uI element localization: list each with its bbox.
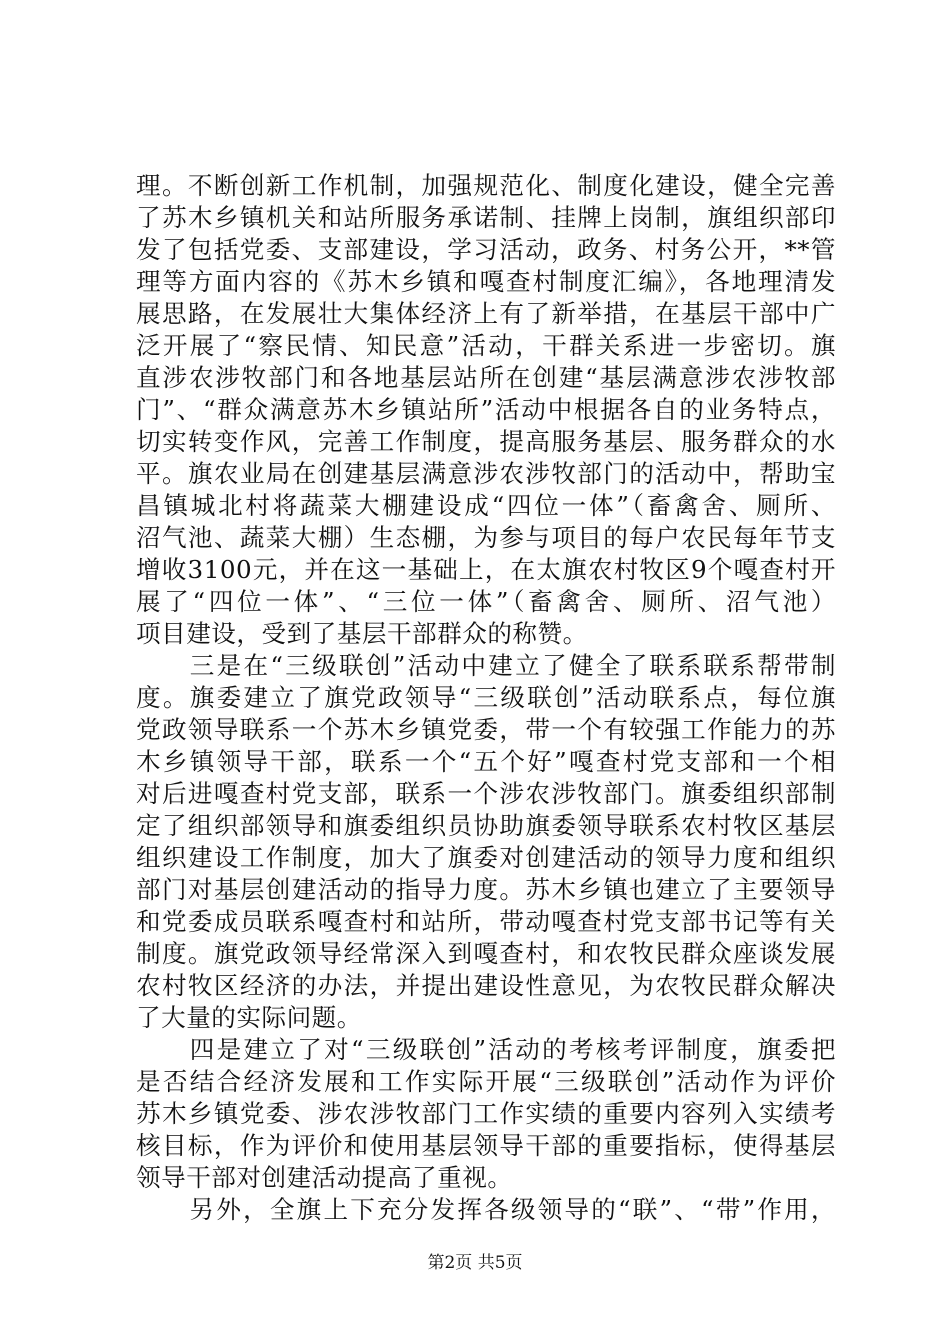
text-line: 三是在“三级联创”活动中建立了健全了联系联系帮带制 (136, 651, 836, 680)
body-text (136, 170, 836, 1226)
text-line: 直涉农涉牧部门和各地基层站所在创建“基层满意涉农涉牧部 (136, 363, 836, 392)
text-line: 度。旗委建立了旗党政领导“三级联创”活动联系点，每位旗 (136, 683, 836, 712)
text-line: 木乡镇领导干部，联系一个“五个好”嘎查村党支部和一个相 (136, 747, 836, 776)
text-line: 是否结合经济发展和工作实际开展“三级联创”活动作为评价 (136, 1067, 836, 1096)
text-line: 部门对基层创建活动的指导力度。苏木乡镇也建立了主要领导 (136, 875, 836, 904)
text-line: 核目标，作为评价和使用基层领导干部的重要指标，使得基层 (136, 1131, 836, 1160)
text-line: 沼气池、蔬菜大棚）生态棚，为参与项目的每户农民每年节支 (136, 523, 836, 552)
text-line: 发了包括党委、支部建设，学习活动，政务、村务公开，**管 (136, 235, 836, 264)
text-line: 切实转变作风，完善工作制度，提高服务基层、服务群众的水 (136, 427, 836, 456)
text-line: 制度。旗党政领导经常深入到嘎查村，和农牧民群众座谈发展 (136, 939, 836, 968)
text-line: 泛开展了“察民情、知民意”活动，干群关系进一步密切。旗 (136, 331, 836, 360)
text-line: 理等方面内容的《苏木乡镇和嘎查村制度汇编》，各地理清发 (136, 267, 836, 296)
text-line: 项目建设，受到了基层干部群众的称赞。 (136, 619, 588, 648)
text-line: 了大量的实际问题。 (136, 1003, 362, 1032)
text-line: 展思路，在发展壮大集体经济上有了新举措，在基层干部中广 (136, 299, 836, 328)
text-line: 平。旗农业局在创建基层满意涉农涉牧部门的活动中，帮助宝 (136, 459, 836, 488)
text-line: 组织建设工作制度，加大了旗委对创建活动的领导力度和组织 (136, 843, 836, 872)
text-line: 了苏木乡镇机关和站所服务承诺制、挂牌上岗制，旗组织部印 (136, 203, 836, 232)
text-line: 苏木乡镇党委、涉农涉牧部门工作实绩的重要内容列入实绩考 (136, 1099, 836, 1128)
text-line: 和党委成员联系嘎查村和站所，带动嘎查村党支部书记等有关 (136, 907, 836, 936)
text-line: 理。不断创新工作机制，加强规范化、制度化建设，健全完善 (136, 171, 836, 200)
text-line: 门”、“群众满意苏木乡镇站所”活动中根据各自的业务特点， (136, 395, 836, 424)
page-footer: 第2页 共5页 (427, 1253, 523, 1273)
text-line: 农村牧区经济的办法，并提出建设性意见，为农牧民群众解决 (136, 971, 836, 1000)
text-line: 另外，全旗上下充分发挥各级领导的“联”、“带”作用， (136, 1195, 836, 1224)
text-line: 四是建立了对“三级联创”活动的考核考评制度，旗委把 (136, 1035, 836, 1064)
text-line: 领导干部对创建活动提高了重视。 (136, 1163, 513, 1192)
text-line: 展了“四位一体”、“三位一体”（畜禽舍、厕所、沼气池） (136, 587, 836, 616)
text-line: 昌镇城北村将蔬菜大棚建设成“四位一体”（畜禽舍、厕所、 (136, 491, 836, 520)
text-line: 党政领导联系一个苏木乡镇党委，带一个有较强工作能力的苏 (136, 715, 836, 744)
text-line: 对后进嘎查村党支部，联系一个涉农涉牧部门。旗委组织部制 (136, 779, 836, 808)
text-line: 增收3100元，并在这一基础上，在太旗农村牧区9个嘎查村开 (136, 555, 836, 584)
text-line: 定了组织部领导和旗委组织员协助旗委领导联系农村牧区基层 (136, 811, 836, 840)
